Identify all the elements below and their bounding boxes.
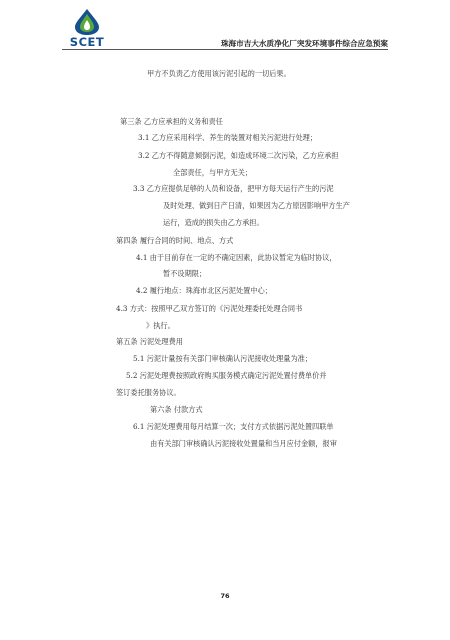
body-line: 3.2 乙方不得随意倾倒污泥，如造成环境二次污染，乙方应承担 bbox=[138, 151, 339, 160]
body-line: 4.2 履行地点：珠海市北区污泥处置中心； bbox=[136, 286, 272, 295]
body-line: 4.3 方式：按照甲乙双方签订的《污泥处理委托处理合同书 bbox=[116, 304, 303, 313]
document-title: 珠海市吉大水质净化厂突发环境事件综合应急预案 bbox=[220, 39, 388, 48]
body-line: 第五条 污泥处理费用 bbox=[116, 337, 183, 346]
body-line: 及时处理、做到日产日清，如果因为乙方原因影响甲方生产 bbox=[163, 201, 350, 210]
body-line: 全部责任，与甲方无关； bbox=[173, 168, 253, 177]
body-line: 5.2 污泥处理费按照政府购买服务模式确定污泥处置付费单价并 bbox=[126, 371, 327, 380]
body-line: 运行，造成的损失由乙方承担。 bbox=[163, 218, 264, 227]
body-line: 6.1 污泥处理费用每月结算一次；支付方式依据污泥处置四联单 bbox=[133, 422, 334, 431]
logo-text: SCET bbox=[69, 35, 105, 49]
body-line: 5.1 污泥计量按有关部门审核确认污泥接收处理量为准； bbox=[133, 354, 313, 363]
body-line: 》执行。 bbox=[146, 321, 175, 330]
body-line: 3.1 乙方应采用科学、养生的装置对相关污泥进行处理； bbox=[138, 133, 318, 142]
body-line: 3.3 乙方应提供足够的人员和设备，把甲方每天运行产生的污泥 bbox=[133, 184, 334, 193]
header-divider bbox=[62, 49, 388, 50]
water-drop-logo-icon bbox=[70, 8, 104, 36]
body-line: 暂不设期限； bbox=[163, 269, 207, 278]
body-line: 签订委托服务协议。 bbox=[116, 388, 181, 397]
body-line: 第四条 履行合同的时间、地点、方式 bbox=[116, 236, 234, 245]
page-number: 76 bbox=[220, 592, 230, 600]
body-line: 4.1 由于目前存在一定的不确定因素，此协议暂定为临时协议， bbox=[136, 253, 337, 262]
body-line: 第六条 付款方式 bbox=[150, 405, 203, 414]
body-line: 甲方不负责乙方使用该污泥引起的一切后果。 bbox=[147, 69, 291, 78]
body-line: 第三条 乙方应承担的义务和责任 bbox=[120, 117, 223, 126]
body-line: 由有关部门审核确认污泥接收处置量和当月应付金额，报审 bbox=[150, 439, 337, 448]
scet-logo bbox=[62, 8, 112, 52]
